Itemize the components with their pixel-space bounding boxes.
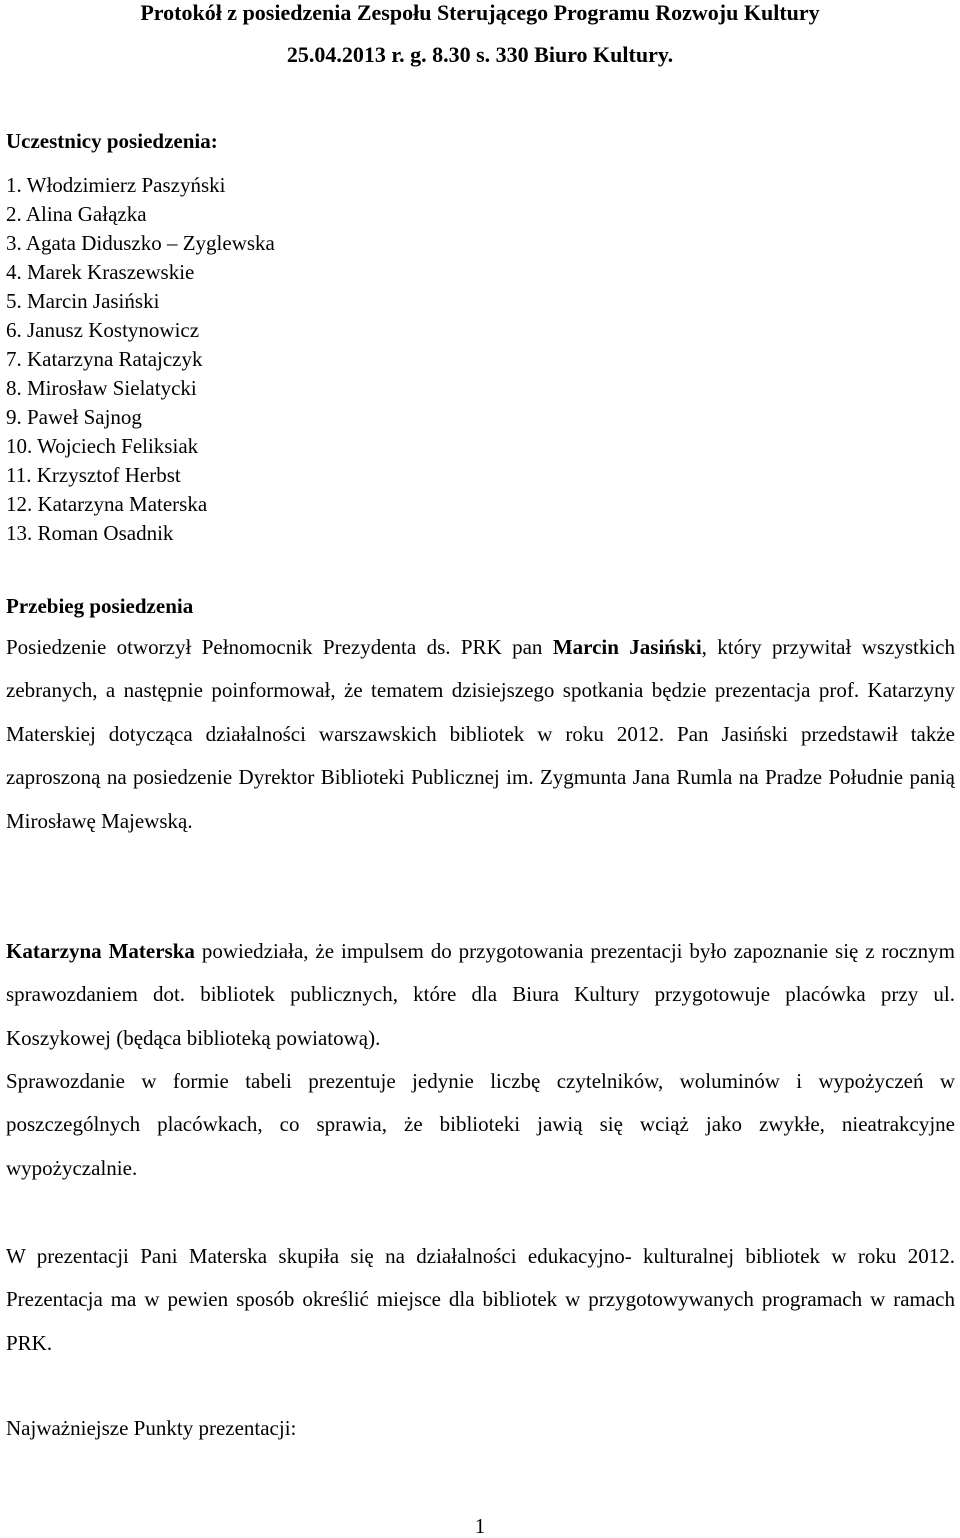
paragraph-text: Posiedzenie otworzył Pełnomocnik Prezydenta ds. PRK pan xyxy=(6,635,553,659)
participant-item: 9. Paweł Sajnog xyxy=(6,405,142,429)
participant-item: 10. Wojciech Feliksiak xyxy=(6,434,199,458)
materska-paragraph xyxy=(6,930,955,1060)
bold-name: Marcin Jasiński xyxy=(552,635,702,659)
opening-paragraph xyxy=(6,626,955,843)
presentation-paragraph: W prezentacji Pani Materska skupiła się na działalności edukacyjno- kulturalnej bibliotek w roku 2012. Prezentacja ma w pewien sposób określić miejsce dla bibliotek w przygotowywanych programach w ramach PRK. xyxy=(6,1244,955,1355)
participant-item: 8. Mirosław Sielatycki xyxy=(6,376,197,400)
bold-name: Katarzyna Materska xyxy=(6,939,195,963)
participants-list xyxy=(6,171,275,548)
meeting-course-heading: Przebieg posiedzenia xyxy=(6,594,194,618)
participant-item: 5. Marcin Jasiński xyxy=(6,289,160,313)
page-number: 1 xyxy=(474,1514,486,1538)
paragraph-text: , który przywitał wszystkich zebranych, a następnie poinformował, że tematem dzisiejszego spotkania będzie prezentacja prof. Katarzyny Materskiej dotycząca działalności warszawskich bibliotek w roku 2012. Pan Jasiński przedstawił także zaproszoną na posiedzenie Dyrektor Biblioteki Publicznej im. Zygmunta Jana Rumla na Pradze Południe panią Mirosławę Majewską. xyxy=(6,635,956,833)
meeting-date-location: 25.04.2013 r. g. 8.30 s. 330 Biuro Kultury. xyxy=(286,42,674,67)
participant-item: 4. Marek Kraszewskie xyxy=(6,260,195,284)
participant-item: 7. Katarzyna Ratajczyk xyxy=(6,347,203,371)
participant-item: 1. Włodzimierz Paszyński xyxy=(6,173,226,197)
participant-item: 13. Roman Osadnik xyxy=(6,521,174,545)
participant-item: 3. Agata Diduszko – Zyglewska xyxy=(6,231,275,255)
report-paragraph: Sprawozdanie w formie tabeli prezentuje jedynie liczbę czytelników, woluminów i wypożyczeń w poszczególnych placówkach, co sprawia, że biblioteki jawią się wciąż jako zwykłe, nieatrakcyjne wypożyczalnie. xyxy=(6,1069,955,1180)
participant-item: 12. Katarzyna Materska xyxy=(6,492,208,516)
participant-item: 2. Alina Gałązka xyxy=(6,202,147,226)
participant-item: 6. Janusz Kostynowicz xyxy=(6,318,200,342)
participant-item: 11. Krzysztof Herbst xyxy=(6,463,181,487)
participants-heading: Uczestnicy posiedzenia: xyxy=(6,129,218,153)
paragraph-text: powiedziała, że impulsem do przygotowania prezentacji było zapoznanie się z rocznym sprawozdaniem dot. bibliotek publicznych, które dla Biura Kultury przygotowuje placówka przy ul. Koszykowej (będąca biblioteką powiatową). xyxy=(6,939,955,1050)
document-title: Protokół z posiedzenia Zespołu Sterującego Programu Rozwoju Kultury xyxy=(140,0,820,25)
key-points-heading: Najważniejsze Punkty prezentacji: xyxy=(6,1416,297,1440)
